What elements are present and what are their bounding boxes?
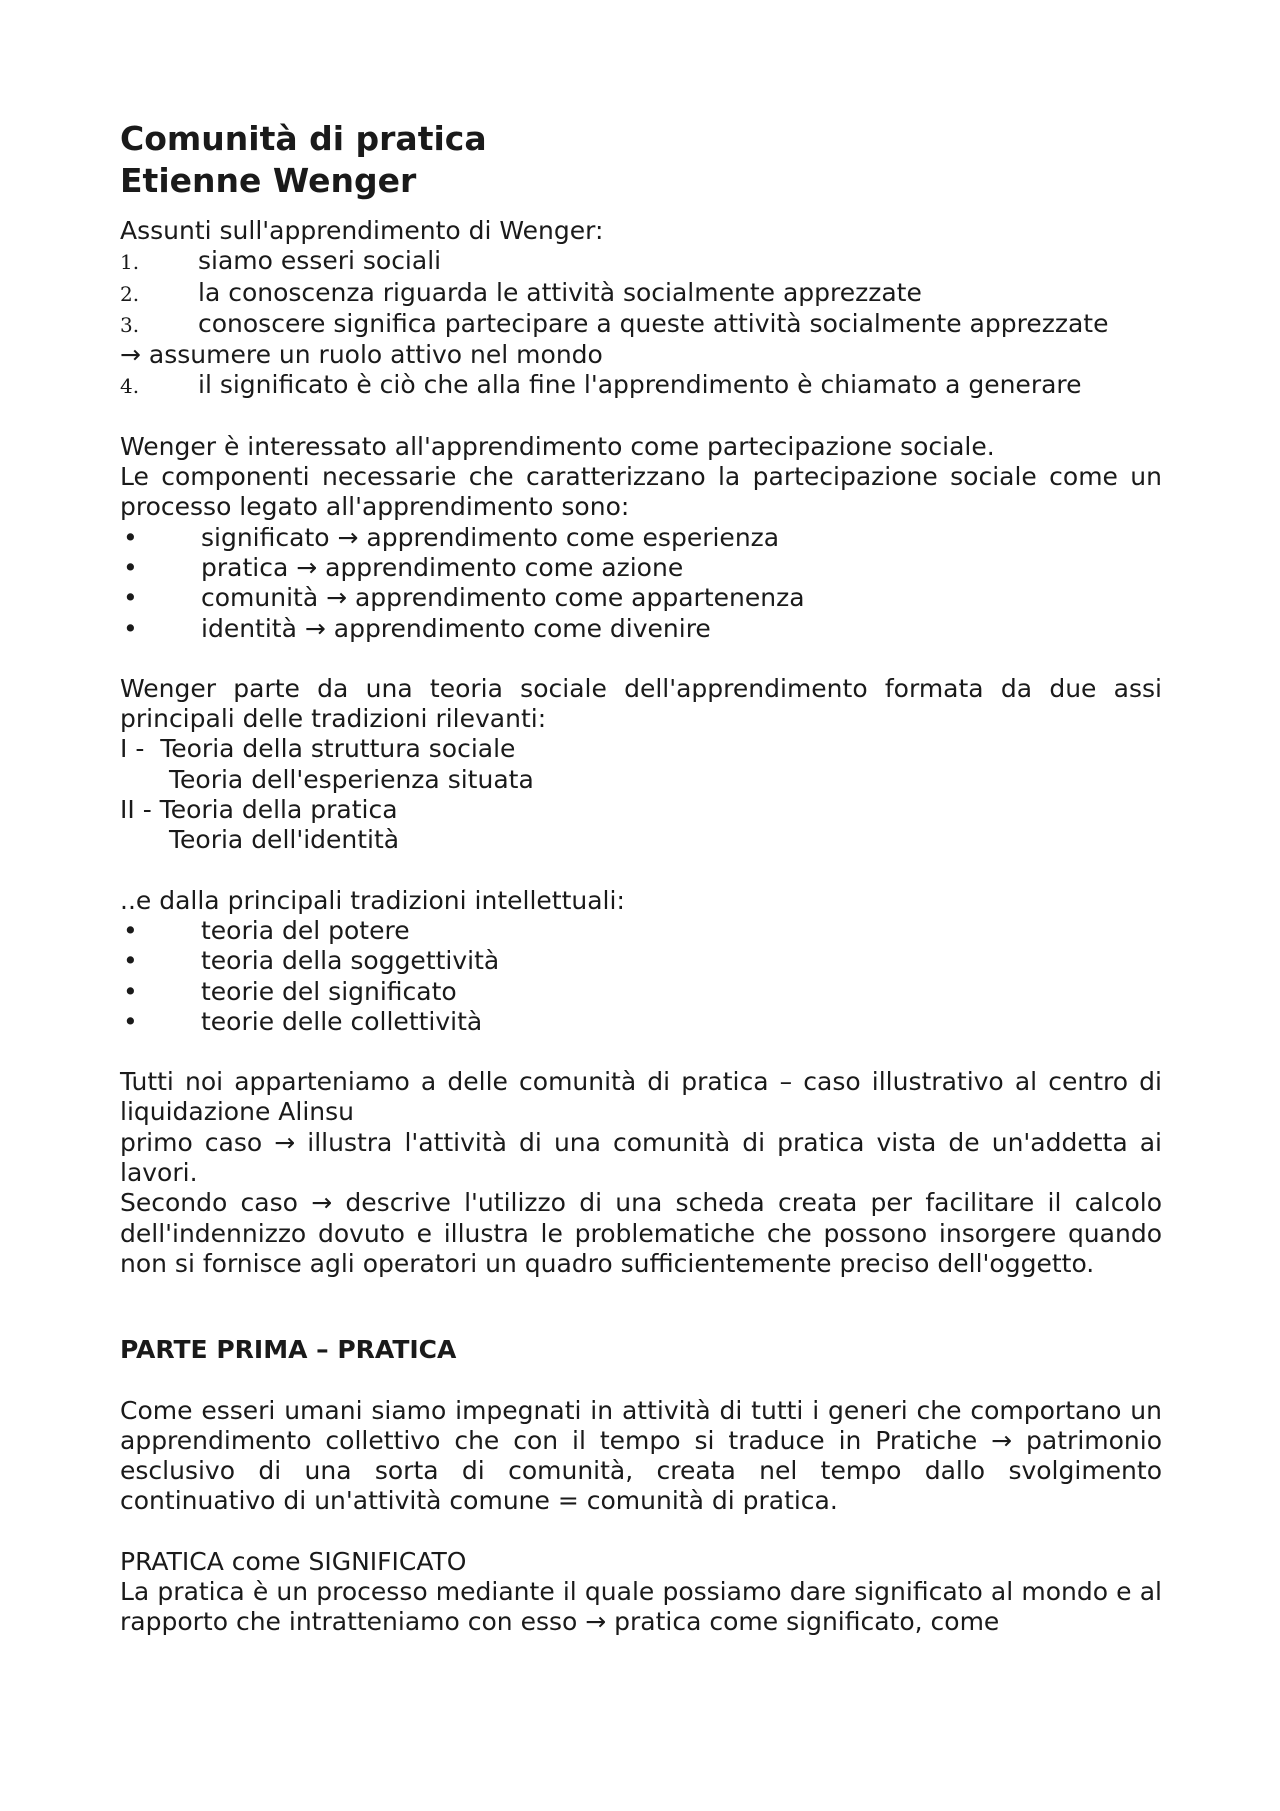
axis-2-line-2: Teoria dell'identità xyxy=(169,825,400,855)
numbered-item xyxy=(120,278,1162,309)
bullet-item xyxy=(120,553,1162,583)
cases-line-2: primo caso → illustra l'attività di una comunità di pratica vista de un'addetta ai lavori. xyxy=(120,1127,1162,1188)
bullet-marker: • xyxy=(123,1006,138,1036)
cases-line-3: Secondo caso → descrive l'utilizzo di una scheda creata per facilitare il calcolo dell'indennizzo dovuto e illustra le problematiche che possono insorgere quando non si fornisce agli operatori un quadro sufficientemente preciso dell'oggetto. xyxy=(120,1188,1162,1278)
bullet-item-text: teorie delle collettività xyxy=(201,1006,483,1036)
list-number: 4. xyxy=(120,374,140,399)
bullet-item xyxy=(120,523,1162,553)
bullet-item-text: identità → apprendimento come divenire xyxy=(201,613,711,643)
bullet-marker: • xyxy=(123,613,138,643)
list-item-continuation: → assumere un ruolo attivo nel mondo xyxy=(120,340,603,370)
list-item-text: il significato è ciò che alla fine l'apprendimento è chiamato a generare xyxy=(198,370,1082,400)
cases-line-1: Tutti noi apparteniamo a delle comunità di pratica – caso illustrativo al centro di liquidazione Alinsu xyxy=(120,1067,1162,1127)
bullet-item xyxy=(120,614,1162,644)
subsection-heading: PRATICA come SIGNIFICATO xyxy=(120,1546,467,1576)
theory-axis-2 xyxy=(120,795,1162,825)
list-number: 1. xyxy=(120,250,140,275)
numbered-item xyxy=(120,246,1162,277)
bullet-item-text: teorie del significato xyxy=(201,976,457,1006)
numbered-item xyxy=(120,309,1162,340)
title-line-1: Comunità di pratica xyxy=(120,119,487,158)
numbered-item xyxy=(120,370,1162,401)
subsection-paragraph: La pratica è un processo mediante il quale possiamo dare significato al mondo e al rapporto che intratteniamo con esso → pratica come significato, come xyxy=(120,1576,1162,1637)
document-title xyxy=(120,118,1162,202)
axis-2-line-1: Teoria della pratica xyxy=(159,795,398,825)
bullet-item-text: significato → apprendimento come esperienza xyxy=(201,522,780,552)
document-page xyxy=(120,118,1162,1638)
list-item-text: conoscere significa partecipare a queste attività socialmente apprezzate xyxy=(198,308,1109,338)
bullet-item xyxy=(120,977,1162,1007)
axis-1-line-1: Teoria della struttura sociale xyxy=(160,734,516,764)
bullet-item xyxy=(120,946,1162,976)
bullet-item xyxy=(120,916,1162,946)
bullet-marker: • xyxy=(123,915,138,945)
bullet-marker: • xyxy=(123,583,138,613)
bullet-item-text: teoria del potere xyxy=(201,915,410,945)
list-number: 3. xyxy=(120,312,140,337)
bullet-marker: • xyxy=(123,522,138,552)
list-item-text: la conoscenza riguarda le attività socialmente apprezzate xyxy=(198,277,922,307)
bullet-item xyxy=(120,1007,1162,1037)
axis-1-line-2: Teoria dell'esperienza situata xyxy=(169,764,534,794)
participation-line-2: Le componenti necessarie che caratterizzano la partecipazione sociale come un processo legato all'apprendimento sono: xyxy=(120,462,1162,522)
axis-1-label: I - xyxy=(120,734,161,764)
theory-axis-1 xyxy=(120,734,1162,764)
axis-2-label: II - xyxy=(120,795,160,825)
participation-line-1: Wenger è interessato all'apprendimento come partecipazione sociale. xyxy=(120,431,995,461)
assumptions-intro: Assunti sull'apprendimento di Wenger: xyxy=(120,216,604,245)
list-item-text: siamo esseri sociali xyxy=(198,246,442,276)
bullet-marker: • xyxy=(123,552,138,582)
bullet-marker: • xyxy=(123,976,138,1006)
list-number: 2. xyxy=(120,281,140,306)
bullet-item-text: comunità → apprendimento come appartenenza xyxy=(201,583,805,613)
section-heading: PARTE PRIMA – PRATICA xyxy=(120,1335,457,1365)
title-line-2: Etienne Wenger xyxy=(120,161,417,200)
bullet-item-text: teoria della soggettività xyxy=(201,946,500,976)
bullet-item-text: pratica → apprendimento come azione xyxy=(201,552,684,582)
bullet-item xyxy=(120,583,1162,613)
part-one-paragraph: Come esseri umani siamo impegnati in attività di tutti i generi che comportano un apprendimento collettivo che con il tempo si traduce in Pratiche → patrimonio esclusivo di una sorta di comunità, creata nel tempo dallo svolgimento continuativo di un'attività comune = comunità di pratica. xyxy=(120,1395,1162,1516)
theory-intro: Wenger parte da una teoria sociale dell'apprendimento formata da due assi principali delle tradizioni rilevanti: xyxy=(120,673,1162,734)
bullet-marker: • xyxy=(123,946,138,976)
traditions-intro: ..e dalla principali tradizioni intellettuali: xyxy=(120,885,625,915)
